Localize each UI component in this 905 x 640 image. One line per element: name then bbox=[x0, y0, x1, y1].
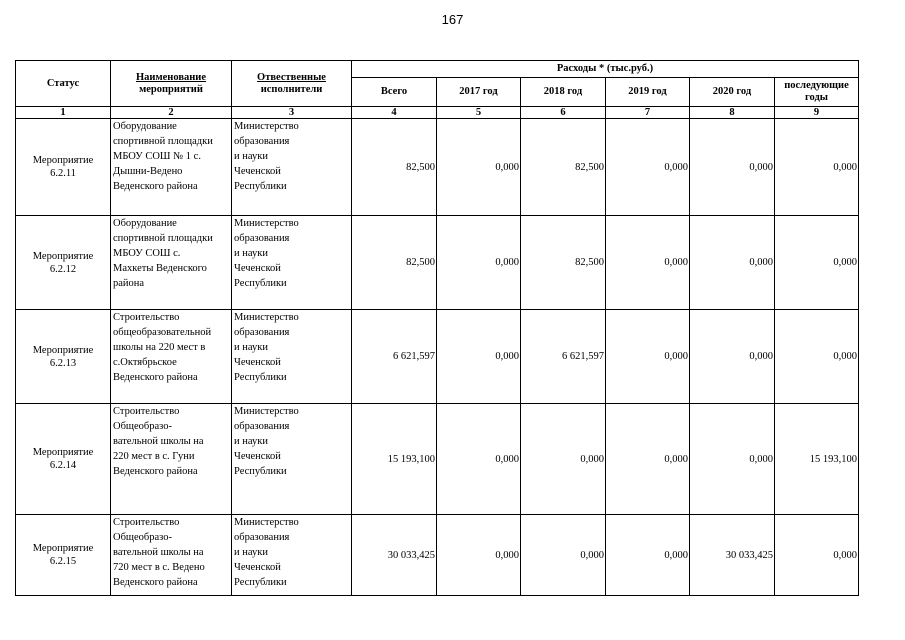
column-number: 5 bbox=[437, 107, 521, 119]
year-2020-value: 0,000 bbox=[690, 404, 775, 515]
table-row bbox=[16, 310, 859, 404]
expenses-table bbox=[15, 60, 859, 596]
status-cell: Мероприятие 6.2.13 bbox=[16, 310, 111, 404]
status-cell: Мероприятие 6.2.12 bbox=[16, 216, 111, 310]
year-2020-value: 0,000 bbox=[690, 119, 775, 216]
total-header: Всего bbox=[352, 78, 437, 107]
year-2020-header: 2020 год bbox=[690, 78, 775, 107]
subsequent-years-header: последующие годы bbox=[775, 78, 859, 107]
year-2020-value: 30 033,425 bbox=[690, 515, 775, 596]
year-2017-value: 0,000 bbox=[437, 404, 521, 515]
year-2018-value: 82,500 bbox=[521, 119, 606, 216]
year-2017-value: 0,000 bbox=[437, 515, 521, 596]
table-row bbox=[16, 404, 859, 515]
table-row bbox=[16, 515, 859, 596]
column-number-row bbox=[16, 107, 859, 119]
status-cell: Мероприятие 6.2.11 bbox=[16, 119, 111, 216]
total-value: 82,500 bbox=[352, 216, 437, 310]
table-body bbox=[16, 61, 859, 596]
column-number: 1 bbox=[16, 107, 111, 119]
status-cell: Мероприятие 6.2.14 bbox=[16, 404, 111, 515]
responsible-cell: Министерство образования и науки Чеченской Республики bbox=[232, 216, 352, 310]
total-value: 15 193,100 bbox=[352, 404, 437, 515]
year-2017-value: 0,000 bbox=[437, 310, 521, 404]
subsequent-years-value: 15 193,100 bbox=[775, 404, 859, 515]
year-2019-value: 0,000 bbox=[606, 404, 690, 515]
year-2019-value: 0,000 bbox=[606, 216, 690, 310]
column-number: 6 bbox=[521, 107, 606, 119]
total-value: 30 033,425 bbox=[352, 515, 437, 596]
responsible-cell: Министерство образования и науки Чеченской Республики bbox=[232, 310, 352, 404]
subsequent-years-value: 0,000 bbox=[775, 119, 859, 216]
total-value: 6 621,597 bbox=[352, 310, 437, 404]
status-header: Статус bbox=[16, 61, 111, 107]
page-number: 167 bbox=[441, 12, 464, 27]
year-2020-value: 0,000 bbox=[690, 216, 775, 310]
column-number: 7 bbox=[606, 107, 690, 119]
activity-name-cell: Строительство общеобразовательной школы на 220 мест в с.Октябрьское Веденского района bbox=[111, 310, 232, 404]
activity-name-cell: Оборудование спортивной площадки МБОУ СОШ № 1 с. Дышни-Ведено Веденского района bbox=[111, 119, 232, 216]
responsible-cell: Министерство образования и науки Чеченской Республики bbox=[232, 404, 352, 515]
column-number: 4 bbox=[352, 107, 437, 119]
subsequent-years-value: 0,000 bbox=[775, 216, 859, 310]
year-2020-value: 0,000 bbox=[690, 310, 775, 404]
year-2018-value: 0,000 bbox=[521, 515, 606, 596]
status-cell: Мероприятие 6.2.15 bbox=[16, 515, 111, 596]
year-2017-value: 0,000 bbox=[437, 119, 521, 216]
table-row bbox=[16, 216, 859, 310]
expenses-header: Расходы * (тыс.руб.) bbox=[352, 61, 859, 78]
total-value: 82,500 bbox=[352, 119, 437, 216]
column-number: 2 bbox=[111, 107, 232, 119]
year-2018-header: 2018 год bbox=[521, 78, 606, 107]
year-2019-value: 0,000 bbox=[606, 515, 690, 596]
table-row bbox=[16, 119, 859, 216]
year-2019-value: 0,000 bbox=[606, 119, 690, 216]
year-2018-value: 0,000 bbox=[521, 404, 606, 515]
name-header: Наименование мероприятий bbox=[111, 61, 232, 107]
column-number: 9 bbox=[775, 107, 859, 119]
responsible-header: Отвественные исполнители bbox=[232, 61, 352, 107]
subsequent-years-value: 0,000 bbox=[775, 515, 859, 596]
column-number: 8 bbox=[690, 107, 775, 119]
year-2019-header: 2019 год bbox=[606, 78, 690, 107]
responsible-cell: Министерство образования и науки Чеченской Республики bbox=[232, 515, 352, 596]
subsequent-years-value: 0,000 bbox=[775, 310, 859, 404]
column-number: 3 bbox=[232, 107, 352, 119]
header-row-1 bbox=[16, 61, 859, 78]
year-2019-value: 0,000 bbox=[606, 310, 690, 404]
activity-name-cell: Строительство Общеобразо- вательной школы на 720 мест в с. Ведено Веденского района bbox=[111, 515, 232, 596]
year-2018-value: 6 621,597 bbox=[521, 310, 606, 404]
activity-name-cell: Строительство Общеобразо- вательной школы на 220 мест в с. Гуни Веденского района bbox=[111, 404, 232, 515]
activity-name-cell: Оборудование спортивной площадки МБОУ СОШ с. Махкеты Веденского района bbox=[111, 216, 232, 310]
year-2018-value: 82,500 bbox=[521, 216, 606, 310]
year-2017-header: 2017 год bbox=[437, 78, 521, 107]
year-2017-value: 0,000 bbox=[437, 216, 521, 310]
responsible-cell: Министерство образования и науки Чеченской Республики bbox=[232, 119, 352, 216]
